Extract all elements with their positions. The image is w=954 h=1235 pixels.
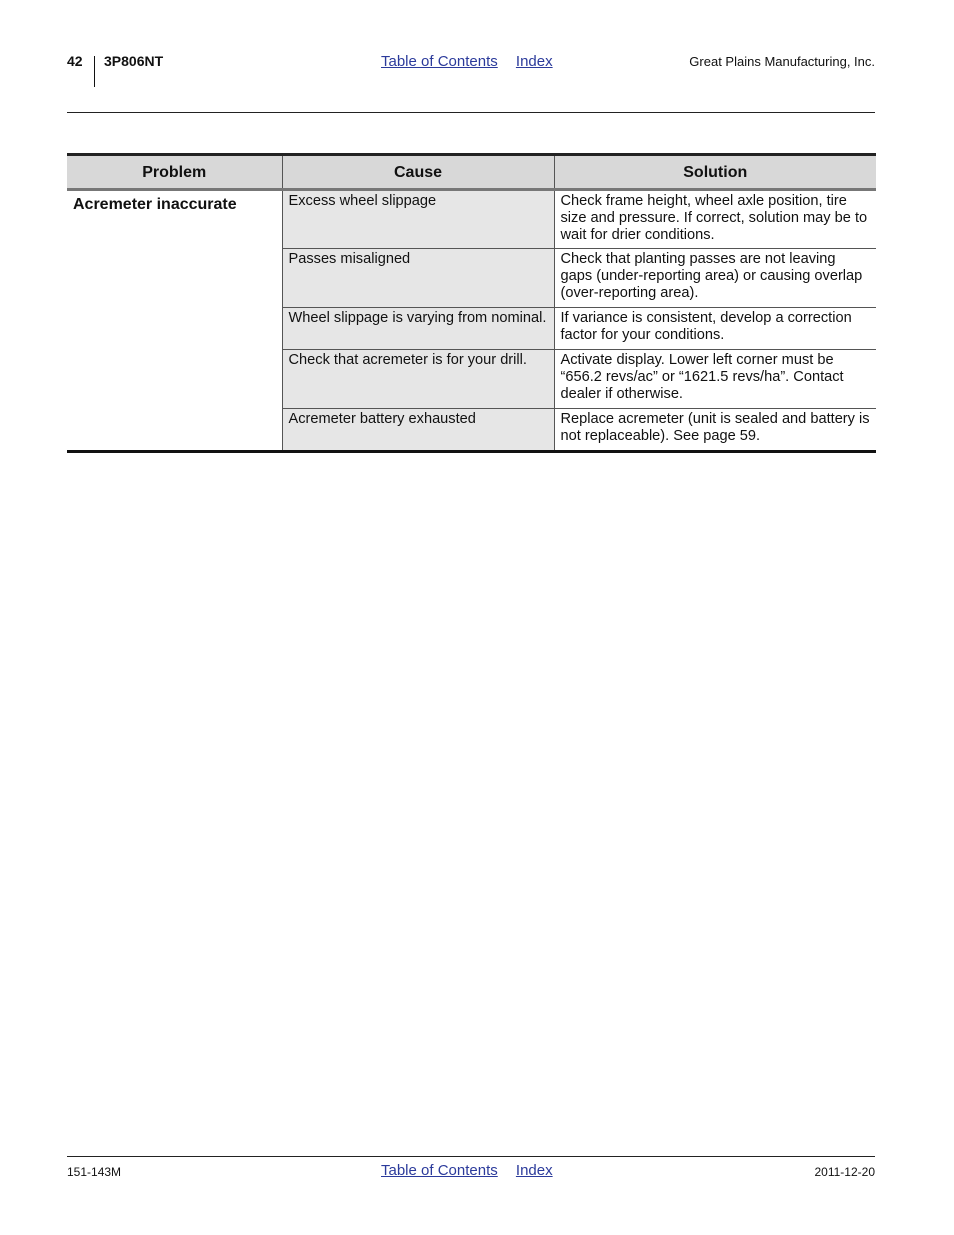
cause-cell: Excess wheel slippage (282, 190, 554, 249)
cause-cell: Passes misaligned (282, 249, 554, 308)
table-row (67, 190, 876, 249)
document-number: 151-143M (67, 1165, 122, 1179)
cause-cell: Acremeter battery exhausted (282, 409, 554, 452)
document-date: 2011-12-20 (814, 1165, 875, 1179)
header-rule (67, 112, 875, 113)
problem-cell: Acremeter inaccurate (67, 190, 282, 452)
toc-link[interactable]: Table of Contents (381, 53, 498, 70)
header-problem: Problem (67, 155, 282, 190)
solution-cell: Check that planting passes are not leaving gaps (under-reporting area) or causing overlap (over-reporting area). (554, 249, 876, 308)
solution-cell: Activate display. Lower left corner must be “656.2 revs/ac” or “1621.5 revs/ha”. Contact dealer if otherwise. (554, 350, 876, 409)
footer-toc-link[interactable]: Table of Contents (381, 1162, 498, 1179)
page-footer (67, 1160, 875, 1184)
solution-cell: Replace acremeter (unit is sealed and battery is not replaceable). See page 59. (554, 409, 876, 452)
solution-cell: If variance is consistent, develop a correction factor for your conditions. (554, 308, 876, 350)
header-divider (94, 56, 95, 87)
table-header-row (67, 155, 876, 190)
index-link[interactable]: Index (515, 53, 553, 70)
footer-index-link[interactable]: Index (515, 1162, 553, 1179)
troubleshooting-table (67, 153, 876, 453)
page-number: 42 (67, 53, 83, 69)
header-cause: Cause (282, 155, 554, 190)
solution-cell: Check frame height, wheel axle position, tire size and pressure. If correct, solution may be to wait for drier conditions. (554, 190, 876, 249)
header-solution: Solution (554, 155, 876, 190)
footer-nav (381, 1162, 567, 1179)
cause-cell: Check that acremeter is for your drill. (282, 350, 554, 409)
cause-cell: Wheel slippage is varying from nominal. (282, 308, 554, 350)
company-name: Great Plains Manufacturing, Inc. (689, 54, 875, 69)
header-nav (381, 53, 567, 70)
page-header (67, 50, 875, 90)
footer-rule (67, 1156, 875, 1157)
model-name: 3P806NT (104, 53, 164, 69)
